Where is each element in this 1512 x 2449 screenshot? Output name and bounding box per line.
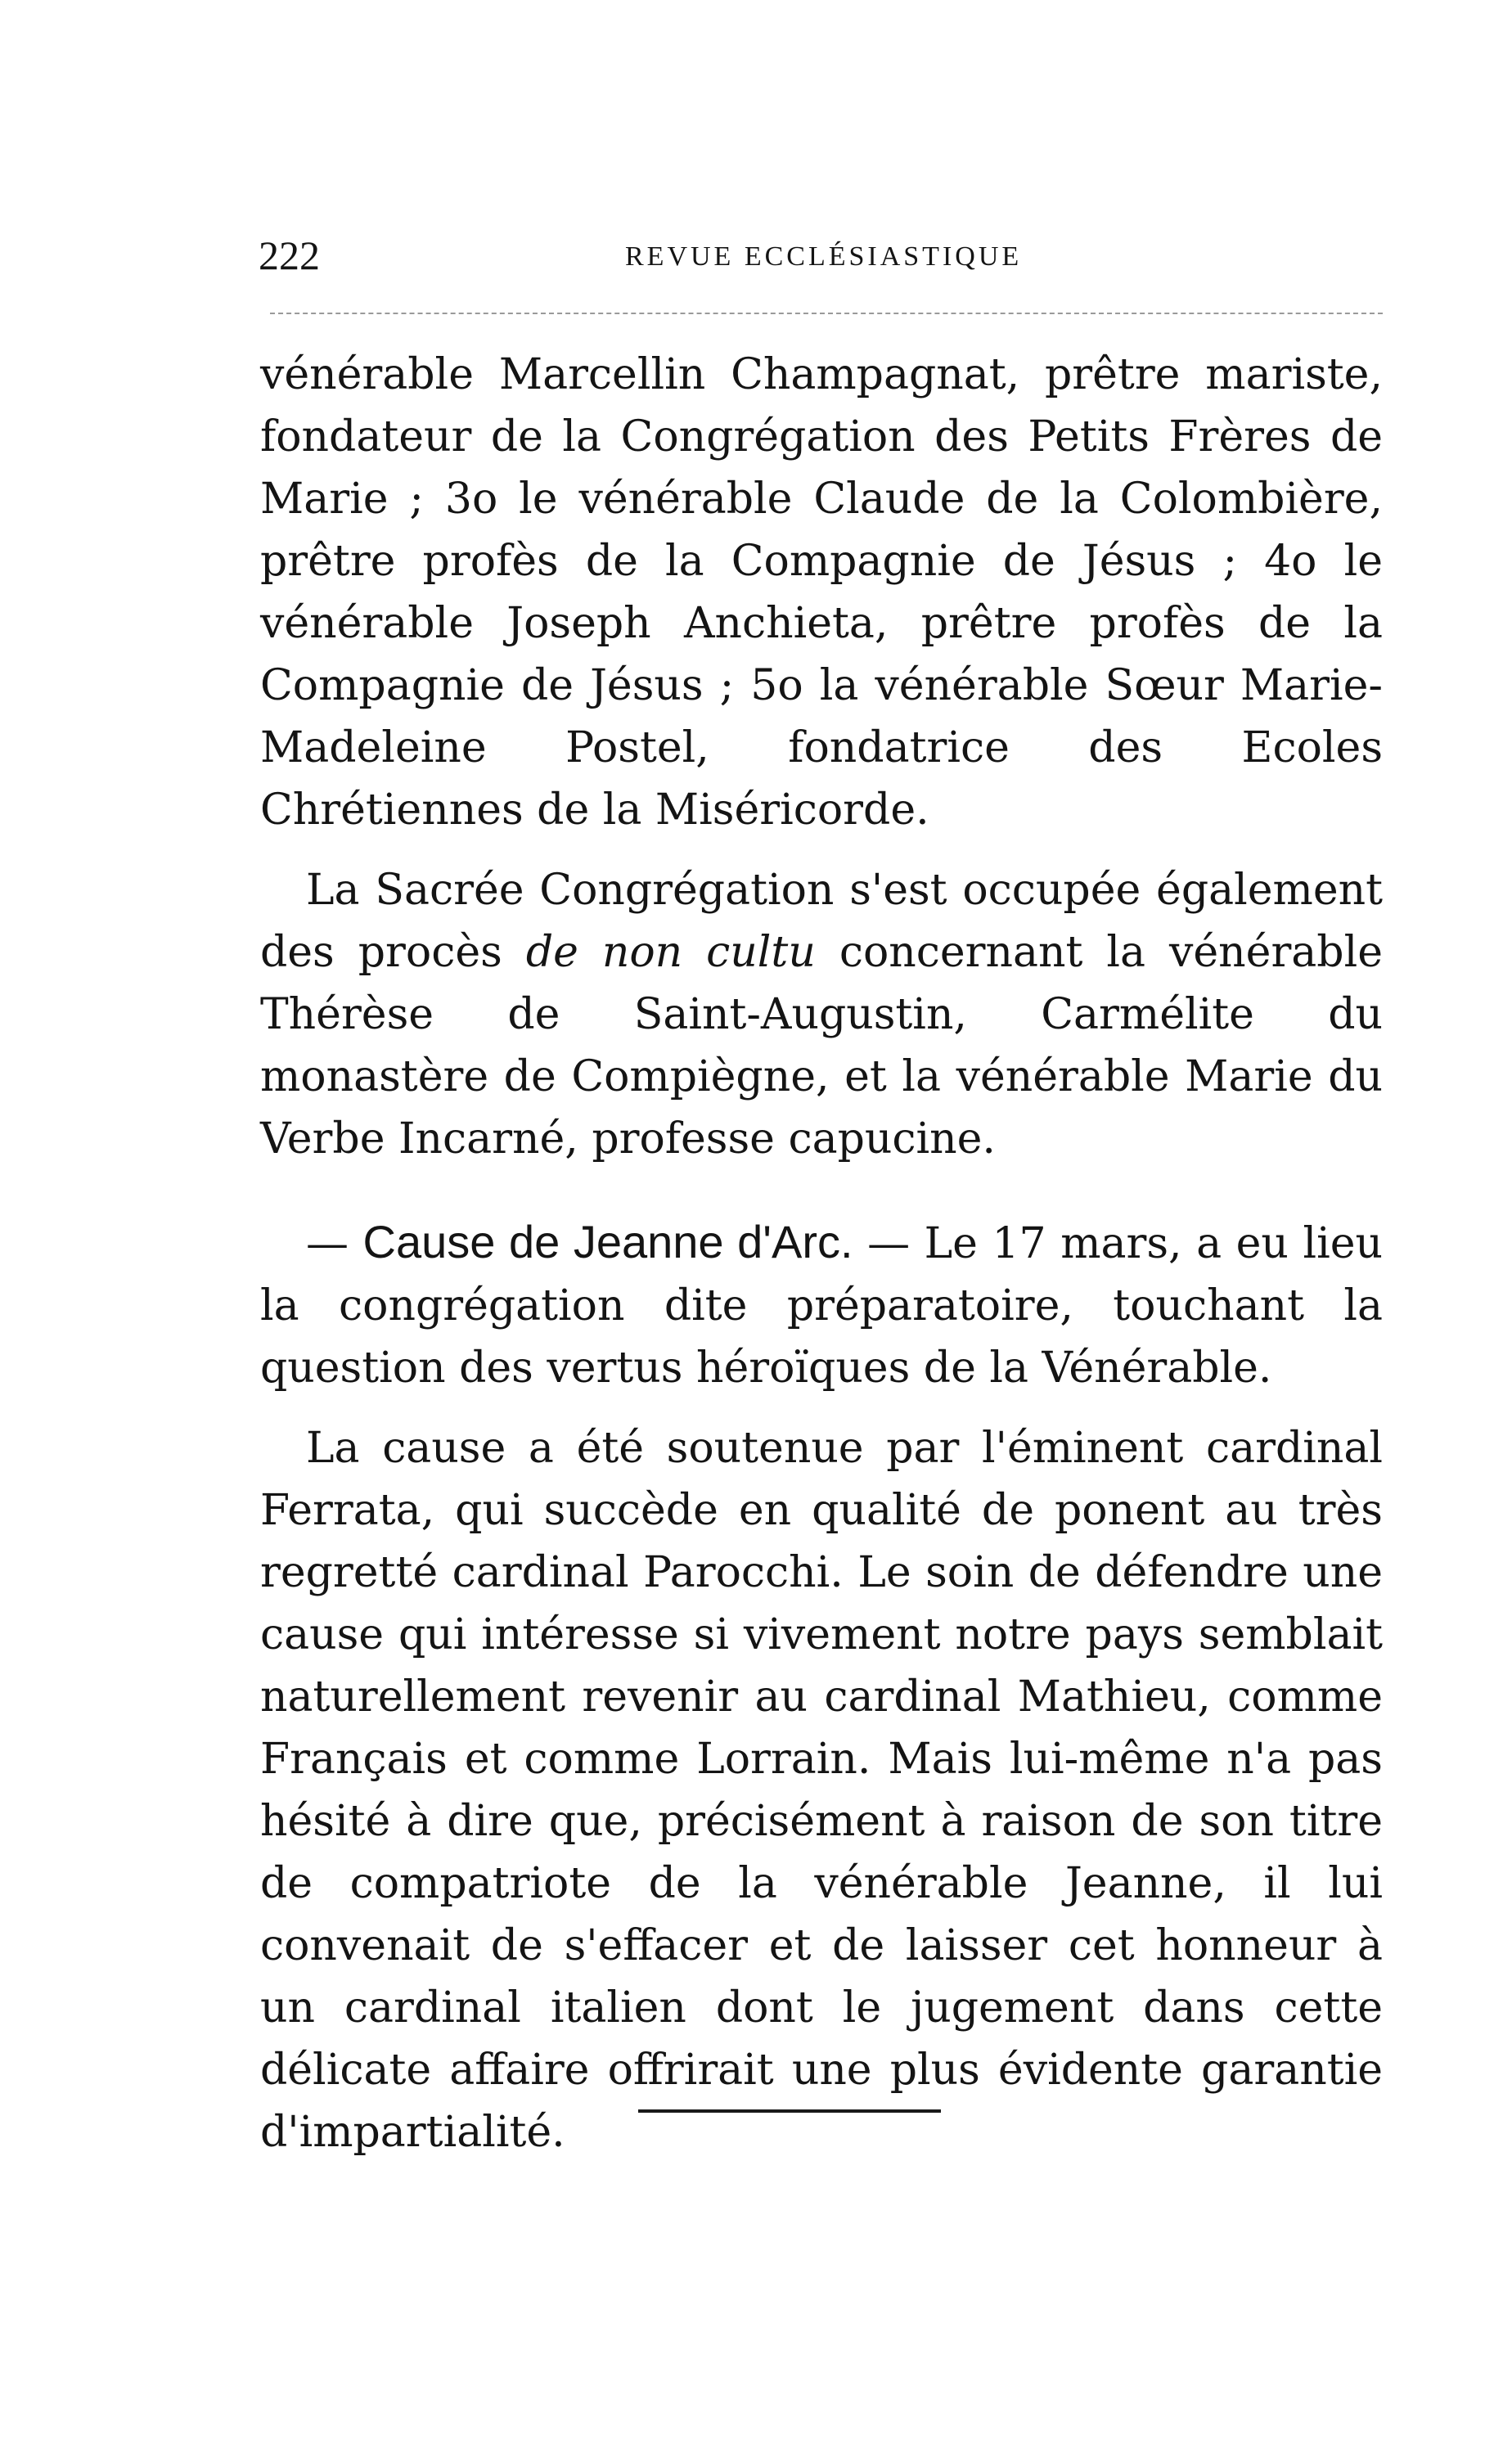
paragraph-jeanne-darc <box>260 1211 1383 1399</box>
body-text <box>260 344 1383 2163</box>
running-head <box>259 231 1388 280</box>
paragraph-ponent <box>260 1417 1383 2163</box>
paragraph-text: vénérable Marcellin Champagnat, prêtre mariste, fondateur de la Congrégation des Petits Frères de Marie ; 3o le vénérable Claude de la Colombière, prêtre profès de la Compagnie de Jésus ; 4o le vénérable Joseph Anchieta, prêtre profès de la Compagnie de Jésus ; 5o la vénérable Sœur Marie-Madeleine Postel, fondatrice des Ecoles Chrétiennes de la Miséricorde. <box>260 350 1383 835</box>
dash: — <box>306 1219 363 1268</box>
page-number: 222 <box>259 232 320 278</box>
journal-title: REVUE ECCLÉSIASTIQUE <box>625 241 1023 272</box>
end-rule <box>638 2109 941 2113</box>
paragraph-text: La Sacrée Congrégation s'est occupée également des procès <box>260 866 1383 977</box>
paragraph-text: — Le 17 mars, a eu lieu la congrégation dite préparatoire, touchant la question des vertus héroïques de la Vénérable. <box>260 1219 1383 1393</box>
paragraph-text: concernant la vénérable Thérèse de Saint-Augustin, Carmélite du monastère de Compiègne, et la vénérable Marie du Verbe Incarné, professe capucine. <box>260 928 1383 1164</box>
paragraph-text: La cause a été soutenue par l'éminent cardinal Ferrata, qui succède en qualité de ponent au très regretté cardinal Parocchi. Le soin de défendre une cause qui intéresse si vivement notre pays semblait naturellement revenir au cardinal Mathieu, comme Français et comme Lorrain. Mais lui-même n'a pas hésité à dire que, précisément à raison de son titre de compatriote de la vénérable Jeanne, il lui convenait de s'effacer et de laisser cet honneur à un cardinal italien dont le jugement dans cette délicate affaire offrirait une plus évidente garantie d'impartialité. <box>260 1424 1383 2157</box>
paragraph-beatification-list <box>260 344 1383 841</box>
latin-phrase: de non cultu <box>525 928 816 977</box>
header-divider <box>270 313 1383 314</box>
paragraph-de-non-cultu <box>260 859 1383 1170</box>
section-title: Cause de Jeanne d'Arc. <box>362 1216 853 1267</box>
